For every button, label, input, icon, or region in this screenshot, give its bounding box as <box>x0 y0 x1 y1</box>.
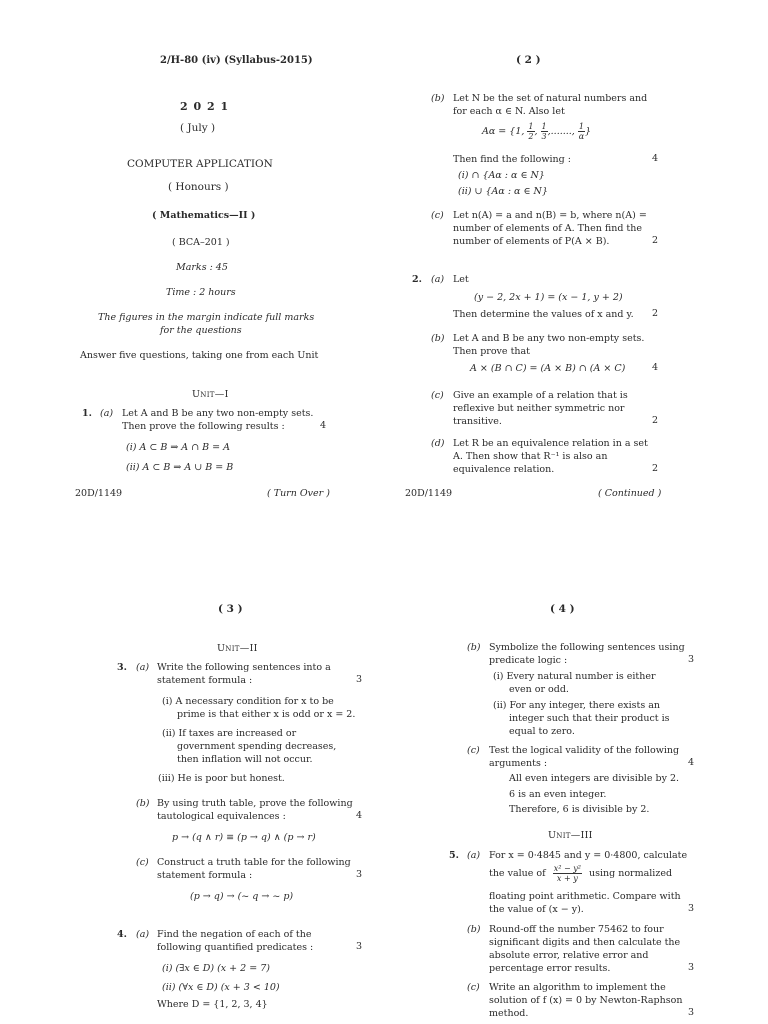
exam-year: 2 0 2 1 <box>180 100 230 113</box>
q2b-label: (b) <box>431 333 445 344</box>
q5a-line4: the value of (x − y). <box>489 904 584 915</box>
q4a-line2: following quantified predicates : <box>157 942 314 953</box>
frac-alpha: $\frac{1}{\alpha}$ <box>578 122 585 141</box>
q2c-line1: Give an example of a relation that is <box>453 390 628 401</box>
q2a-equation: (y − 2, 2x + 1) = (x − 1, y + 2) <box>474 292 623 303</box>
q1a-part-i: (i) A ⊂ B ⇒ A ∩ B = A <box>126 442 231 453</box>
p4b-line1: Symbolize the following sentences using <box>489 642 685 653</box>
footer-continued: ( Continued ) <box>598 488 662 499</box>
instructions: Answer five questions, taking one from each Unit <box>80 350 319 361</box>
q2d-line1: Let R be an equivalence relation in a set <box>453 438 648 449</box>
q3a-line1: Write the following sentences into a <box>157 662 331 673</box>
p4c-label: (c) <box>467 745 480 756</box>
unit-1-heading: Unit—I <box>192 389 229 400</box>
q2c-mark: 2 <box>652 415 659 426</box>
exam-month: ( July ) <box>180 122 216 134</box>
subject-title: COMPUTER APPLICATION <box>127 158 273 170</box>
q2b-mark: 4 <box>652 362 659 373</box>
q3-number: 3. <box>117 662 127 673</box>
honours-label: ( Honours ) <box>168 181 229 193</box>
q2c-label: (c) <box>431 390 444 401</box>
p2b-part-ii: (ii) ∪ {Aα : α ∈ N} <box>458 186 548 197</box>
p2b-formula: Aα = {1, $\frac{1}{2}$ , $\frac{1}{3}$ ,......., $\frac{1}{\alpha}$ } <box>482 122 591 141</box>
q3a-part-i-1: (i) A necessary condition for x to be <box>162 696 334 707</box>
q3b-equation: p → (q ∧ r) ≡ (p → q) ∧ (p → r) <box>172 832 316 843</box>
q4a-line1: Find the negation of each of the <box>157 929 312 940</box>
p4c-mark: 4 <box>688 757 695 768</box>
p4b-label: (b) <box>467 642 481 653</box>
p4c-argument-1: All even integers are divisible by 2. <box>509 773 680 784</box>
q3c-line1: Construct a truth table for the following <box>157 857 351 868</box>
q5-number: 5. <box>449 850 459 861</box>
p4b-part-ii-1: (ii) For any integer, there exists an <box>493 700 660 711</box>
q5a-fraction: $\frac{\text{x² − y²}}{x + y}$ <box>553 864 581 883</box>
q2c-line2: reflexive but neither symmetric nor <box>453 403 625 414</box>
q3c-line2: statement formula : <box>157 870 253 881</box>
q5b-line4: percentage error results. <box>489 963 611 974</box>
q4a-where: Where D = {1, 2, 3, 4} <box>157 999 268 1010</box>
q5a-line1: For x = 0·4845 and y = 0·4800, calculate <box>489 850 688 861</box>
q2a-mark: 2 <box>652 308 659 319</box>
p2b-line3: Then find the following : <box>453 154 571 165</box>
q2b-line1: Let A and B be any two non-empty sets. <box>453 333 645 344</box>
q5c-mark: 3 <box>688 1007 695 1018</box>
q3a-mark: 3 <box>356 674 363 685</box>
q5b-line3: absolute error, relative error and <box>489 950 649 961</box>
q1a-mark: 4 <box>320 420 327 431</box>
q3c-label: (c) <box>136 857 149 868</box>
q3a-part-ii-2: government spending decreases, <box>177 741 337 752</box>
q5c-label: (c) <box>467 982 480 993</box>
q1a-part-ii: (ii) A ⊂ B ⇒ A ∪ B = B <box>126 462 234 473</box>
q3a-label: (a) <box>136 662 150 673</box>
p4c-argument-2: 6 is an even integer. <box>509 789 607 800</box>
time-allowed: Time : 2 hours <box>166 287 236 298</box>
q2b-equation: A × (B ∩ C) = (A × B) ∩ (A × C) <box>470 363 626 374</box>
q4a-label: (a) <box>136 929 150 940</box>
q1-number: 1. <box>82 408 92 419</box>
margin-note-2: for the questions <box>160 325 242 336</box>
full-marks: Marks : 45 <box>176 262 228 273</box>
q4a-mark: 3 <box>356 941 363 952</box>
p4b-part-ii-3: equal to zero. <box>509 726 575 737</box>
q5b-line1: Round-off the number 75462 to four <box>489 924 664 935</box>
footer-code-2: 20D/1149 <box>405 488 453 499</box>
q5c-line1: Write an algorithm to implement the <box>489 982 666 993</box>
q2b-line2: Then prove that <box>453 346 530 357</box>
p2c-label: (c) <box>431 210 444 221</box>
p4c-argument-3: Therefore, 6 is divisible by 2. <box>509 804 650 815</box>
q5b-label: (b) <box>467 924 481 935</box>
page-4-number: ( 4 ) <box>550 603 575 615</box>
q3c-mark: 3 <box>356 869 363 880</box>
q5b-mark: 3 <box>688 962 695 973</box>
q3a-part-ii-1: (ii) If taxes are increased or <box>162 728 297 739</box>
q2a-line2: Then determine the values of x and y. <box>453 309 634 320</box>
paper-name: ( Mathematics—II ) <box>152 210 256 221</box>
q1a-line2: Then prove the following results : <box>122 421 285 432</box>
p2b-label: (b) <box>431 93 445 104</box>
p2b-part-i: (i) ∩ {Aα : α ∈ N} <box>458 170 545 181</box>
q2a-line1: Let <box>453 274 469 285</box>
q3a-part-i-2: prime is that either x is odd or x = 2. <box>177 709 356 720</box>
q4-number: 4. <box>117 929 127 940</box>
q3c-equation: (p → q) → (~ q → ~ p) <box>190 891 294 902</box>
p4b-part-i-2: even or odd. <box>509 684 569 695</box>
q1a-line1: Let A and B be any two non-empty sets. <box>122 408 314 419</box>
q3b-line2: tautological equivalences : <box>157 811 286 822</box>
q2d-label: (d) <box>431 438 445 449</box>
q4a-part-i: (i) (∃x ∈ D) (x + 2 = 7) <box>162 963 270 974</box>
q5a-line3: floating point arithmetic. Compare with <box>489 891 681 902</box>
course-code: ( BCA–201 ) <box>172 237 230 248</box>
margin-note: The figures in the margin indicate full marks <box>98 312 315 323</box>
q5c-line2: solution of f (x) = 0 by Newton-Raphson <box>489 995 683 1006</box>
p2c-line3: number of elements of P(A × B). <box>453 236 610 247</box>
frac-half: $\frac{1}{2}$ <box>528 122 534 141</box>
p2c-line1: Let n(A) = a and n(B) = b, where n(A) = <box>453 210 647 221</box>
q5a-mark: 3 <box>688 903 695 914</box>
unit-2-heading: Unit—II <box>217 643 258 654</box>
q2d-line3: equivalence relation. <box>453 464 555 475</box>
q4a-part-ii: (ii) (∀x ∈ D) (x + 3 < 10) <box>162 982 280 993</box>
frac-third: $\frac{1}{3}$ <box>541 122 547 141</box>
footer-code: 20D/1149 <box>75 488 123 499</box>
footer-turn-over: ( Turn Over ) <box>267 488 330 499</box>
p2b-mark: 4 <box>652 153 659 164</box>
p2c-line2: number of elements of A. Then find the <box>453 223 642 234</box>
p4b-mark: 3 <box>688 654 695 665</box>
q2c-line3: transitive. <box>453 416 502 427</box>
unit-3-heading: Unit—III <box>548 830 593 841</box>
p4b-part-ii-2: integer such that their product is <box>509 713 670 724</box>
q2a-label: (a) <box>431 274 445 285</box>
q3a-line2: statement formula : <box>157 675 253 686</box>
q2d-mark: 2 <box>652 463 659 474</box>
p2b-line2: for each α ∈ N. Also let <box>453 106 565 117</box>
q5a-label: (a) <box>467 850 481 861</box>
q2d-line2: A. Then show that R⁻¹ is also an <box>453 451 608 462</box>
page-2-number: ( 2 ) <box>516 54 541 66</box>
p4b-part-i-1: (i) Every natural number is either <box>493 671 656 682</box>
p4c-line2: arguments : <box>489 758 548 769</box>
q3b-line1: By using truth table, prove the following <box>157 798 353 809</box>
q3a-part-iii: (iii) He is poor but honest. <box>158 773 285 784</box>
q5a-line2: the value of $\frac{\text{x² − y²}}{x + y}$ using normalized <box>489 864 673 883</box>
q3b-mark: 4 <box>356 810 363 821</box>
q5b-line2: significant digits and then calculate the <box>489 937 681 948</box>
q3b-label: (b) <box>136 798 150 809</box>
p4c-line1: Test the logical validity of the following <box>489 745 680 756</box>
q5c-line3: method. <box>489 1008 529 1019</box>
paper-code: 2/H-80 (iv) (Syllabus-2015) <box>160 55 313 66</box>
page-3-number: ( 3 ) <box>218 603 243 615</box>
p2c-mark: 2 <box>652 235 659 246</box>
p2b-line1: Let N be the set of natural numbers and <box>453 93 648 104</box>
q1a-label: (a) <box>100 408 114 419</box>
q2-number: 2. <box>412 274 422 285</box>
q3a-part-ii-3: then inflation will not occur. <box>177 754 313 765</box>
p4b-line2: predicate logic : <box>489 655 568 666</box>
